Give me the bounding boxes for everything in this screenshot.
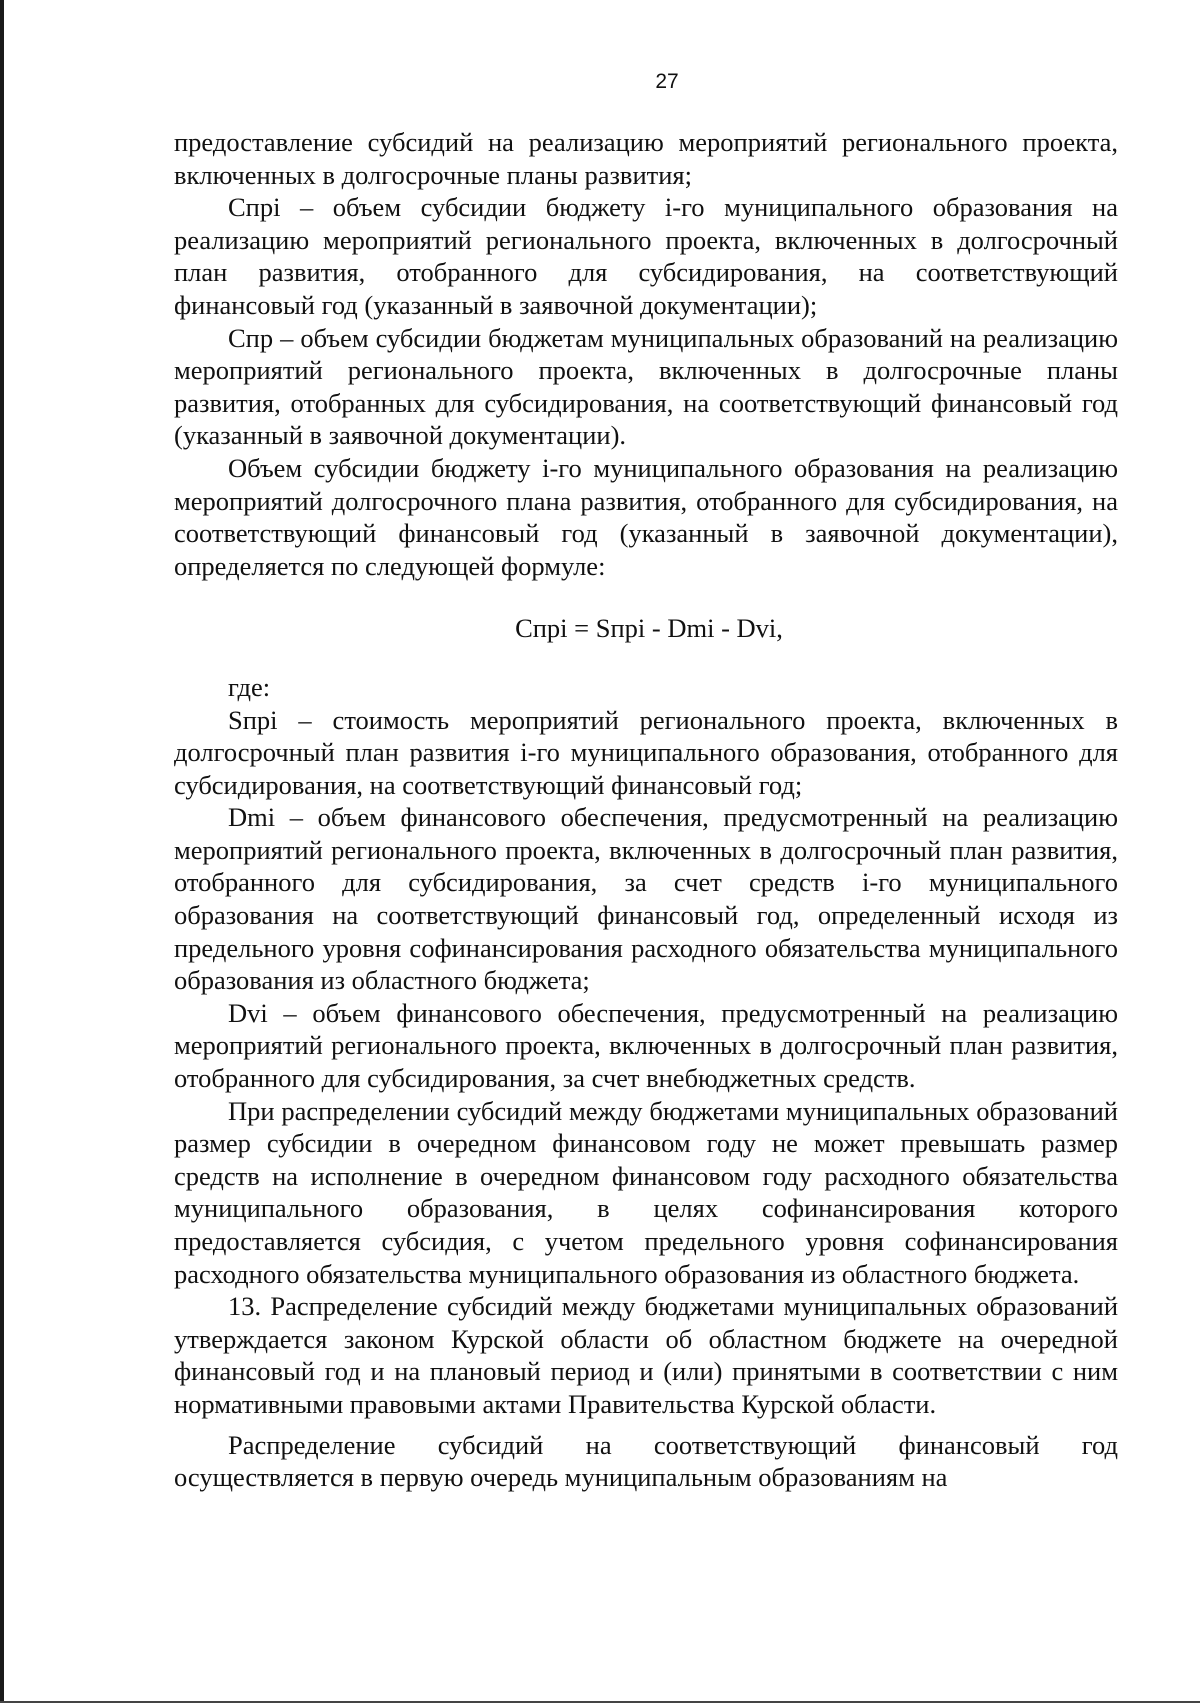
paragraph-item-13: 13. Распределение субсидий между бюджетами муниципальных образований утверждается законом Курской области об областном бюджете на очередной финансовый год и на плановый период и (или) принятыми в соответствии с ним нормативными правовыми актами Правительства Курской области. [174,1291,1118,1419]
definition-dvi: Dvi – объем финансового обеспечения, предусмотренный на реализацию мероприятий регионального проекта, включенных в долгосрочный план развития, отобранного для субсидирования, за счет внебюджетных средств. [174,997,1118,1094]
definition-snpri: Sпрi – стоимость мероприятий регионального проекта, включенных в долгосрочный план развития i-го муниципального образования, отобранного для субсидирования, на соответствующий финансовый год; [174,704,1118,800]
paragraph-distribution-priority: Распределение субсидий на соответствующий финансовый год осуществляется в первую очередь муниципальным образованиям на [174,1429,1118,1493]
formula: Cпрi = Sпрi - Dmi - Dvi, [515,613,783,644]
definition-dmi: Dmi – объем финансового обеспечения, предусмотренный на реализацию мероприятий регионального проекта, включенных в долгосрочный план развития, отобранного для субсидирования, за счет средств i-го муниципального образования на соответствующий финансовый год, определенный исходя из предельного уровня софинансирования расходного обязательства муниципального образования из областного бюджета; [174,802,1118,996]
definition-cpri: Cпрi – объем субсидии бюджету i-го муниципального образования на реализацию мероприятий регионального проекта, включенных в долгосрочный план развития, отобранного для субсидирования, на соответствующий финансовый год (указанный в заявочной документации); [174,192,1118,320]
where-label: где: [228,671,271,702]
spacer [174,1421,1118,1429]
paragraph-distribution-limit: При распределении субсидий между бюджетами муниципальных образований размер субсидии в очередном финансовом году не может превышать размер средств на исполнение в очередном финансовом году расходного обязательства муниципального образования, в целях софинансирования которого предоставляется субсидия, с учетом предельного уровня софинансирования расходного обязательства муниципального образования из областного бюджета. [174,1095,1118,1289]
paragraph-continuation: предоставление субсидий на реализацию мероприятий регионального проекта, включенных в долгосрочные планы развития; [174,127,1118,190]
page-number: 27 [655,70,679,93]
definition-cpr: Cпр – объем субсидии бюджетам муниципальных образований на реализацию мероприятий регионального проекта, включенных в долгосрочные планы развития, отобранных для субсидирования, на соответствующий финансовый год (указанный в заявочной документации). [174,322,1118,451]
scan-edge-left [0,0,4,1703]
document-page [174,66,1118,1494]
paragraph-subsidy-volume: Объем субсидии бюджету i-го муниципального образования на реализацию мероприятий долгосрочного плана развития, отобранного для субсидирования, на соответствующий финансовый год (указанный в заявочной документации), определяется по следующей формуле: [174,452,1118,581]
